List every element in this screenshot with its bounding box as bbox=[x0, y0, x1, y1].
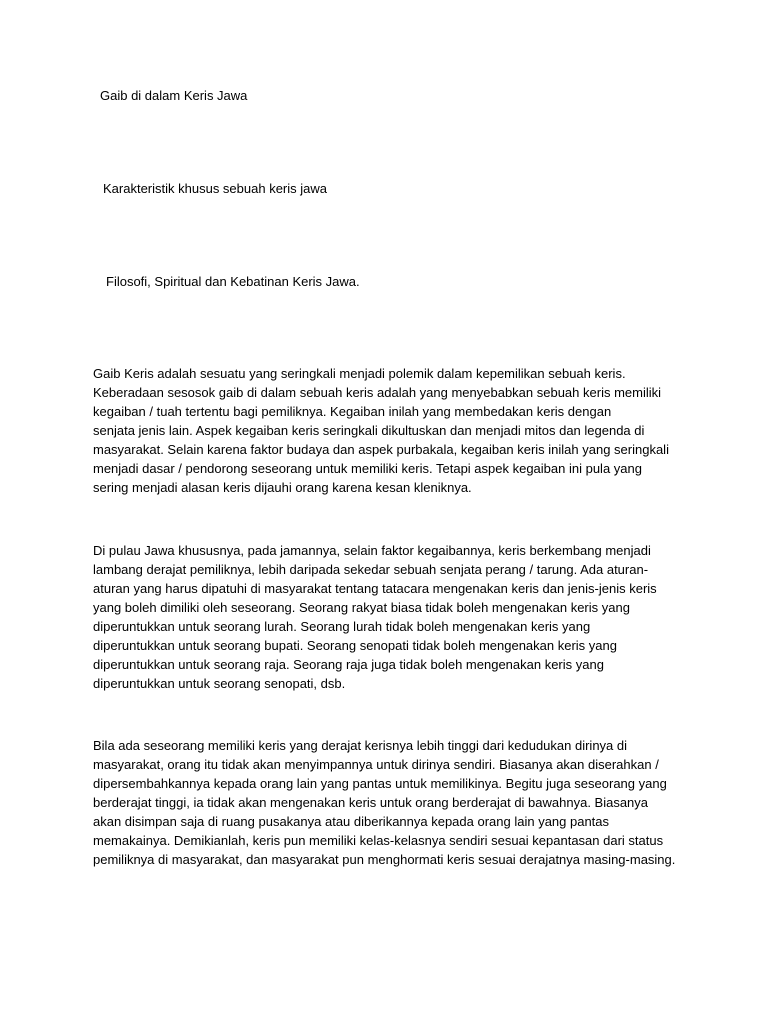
paragraph-line: Keberadaan sesosok gaib di dalam sebuah keris adalah yang menyebabkan sebuah keris memiliki bbox=[93, 385, 662, 400]
paragraph-line: akan disimpan saja di ruang pusakanya atau diberikannya kepada orang lain yang pantas bbox=[93, 814, 610, 829]
paragraph-line: yang boleh dimiliki oleh seseorang. Seorang rakyat biasa tidak boleh mengenakan keris yang bbox=[93, 600, 630, 615]
paragraph-line: masyarakat, orang itu tidak akan menyimpannya untuk dirinya sendiri. Biasanya akan diserahkan / bbox=[93, 757, 659, 772]
paragraph-line: sering menjadi alasan keris dijauhi orang karena kesan kleniknya. bbox=[93, 480, 472, 495]
paragraph-line: diperuntukkan untuk seorang senopati, dsb. bbox=[93, 676, 346, 691]
paragraph-line: diperuntukkan untuk seorang raja. Seorang raja juga tidak boleh mengenakan keris yang bbox=[93, 657, 604, 672]
paragraph-line: senjata jenis lain. Aspek kegaiban keris seringkali dikultuskan dan menjadi mitos dan legenda di bbox=[93, 423, 645, 438]
paragraph-line: masyarakat. Selain karena faktor budaya dan aspek purbakala, kegaiban keris inilah yang seringkali bbox=[93, 442, 669, 457]
paragraph-line: diperuntukkan untuk seorang bupati. Seorang senopati tidak boleh mengenakan keris yang bbox=[93, 638, 617, 653]
paragraph-line: Di pulau Jawa khususnya, pada jamannya, selain faktor kegaibannya, keris berkembang menjadi bbox=[93, 543, 651, 558]
paragraph-line: dipersembahkannya kepada orang lain yang pantas untuk memilikinya. Begitu juga seseorang yang bbox=[93, 776, 667, 791]
heading-karakteristik: Karakteristik khusus sebuah keris jawa bbox=[103, 181, 327, 196]
paragraph-line: diperuntukkan untuk seorang lurah. Seorang lurah tidak boleh mengenakan keris yang bbox=[93, 619, 591, 634]
paragraph-3 bbox=[93, 736, 683, 869]
paragraph-line: aturan yang harus dipatuhi di masyarakat tentang tatacara mengenakan keris dan jenis-jenis keris bbox=[93, 581, 657, 596]
paragraph-line: Bila ada seseorang memiliki keris yang derajat kerisnya lebih tinggi dari kedudukan dirinya di bbox=[93, 738, 628, 753]
paragraph-1 bbox=[93, 364, 683, 497]
heading-filosofi: Filosofi, Spiritual dan Kebatinan Keris Jawa. bbox=[106, 274, 360, 289]
paragraph-line: memakainya. Demikianlah, keris pun memiliki kelas-kelasnya sendiri sesuai kepantasan dari status bbox=[93, 833, 664, 848]
paragraph-line: menjadi dasar / pendorong seseorang untuk memiliki keris. Tetapi aspek kegaiban ini pula yang bbox=[93, 461, 642, 476]
paragraph-line: kegaiban / tuah tertentu bagi pemiliknya. Kegaiban inilah yang membedakan keris dengan bbox=[93, 404, 612, 419]
paragraph-2 bbox=[93, 541, 683, 693]
paragraph-line: pemiliknya di masyarakat, dan masyarakat pun menghormati keris sesuai derajatnya masing-masing. bbox=[93, 852, 676, 867]
paragraph-line: berderajat tinggi, ia tidak akan mengenakan keris untuk orang berderajat di bawahnya. Biasanya bbox=[93, 795, 649, 810]
heading-gaib-keris: Gaib di dalam Keris Jawa bbox=[100, 88, 248, 103]
paragraph-line: lambang derajat pemiliknya, lebih daripada sekedar sebuah senjata perang / tarung. Ada aturan- bbox=[93, 562, 649, 577]
paragraph-line: Gaib Keris adalah sesuatu yang seringkali menjadi polemik dalam kepemilikan sebuah keris. bbox=[93, 366, 626, 381]
